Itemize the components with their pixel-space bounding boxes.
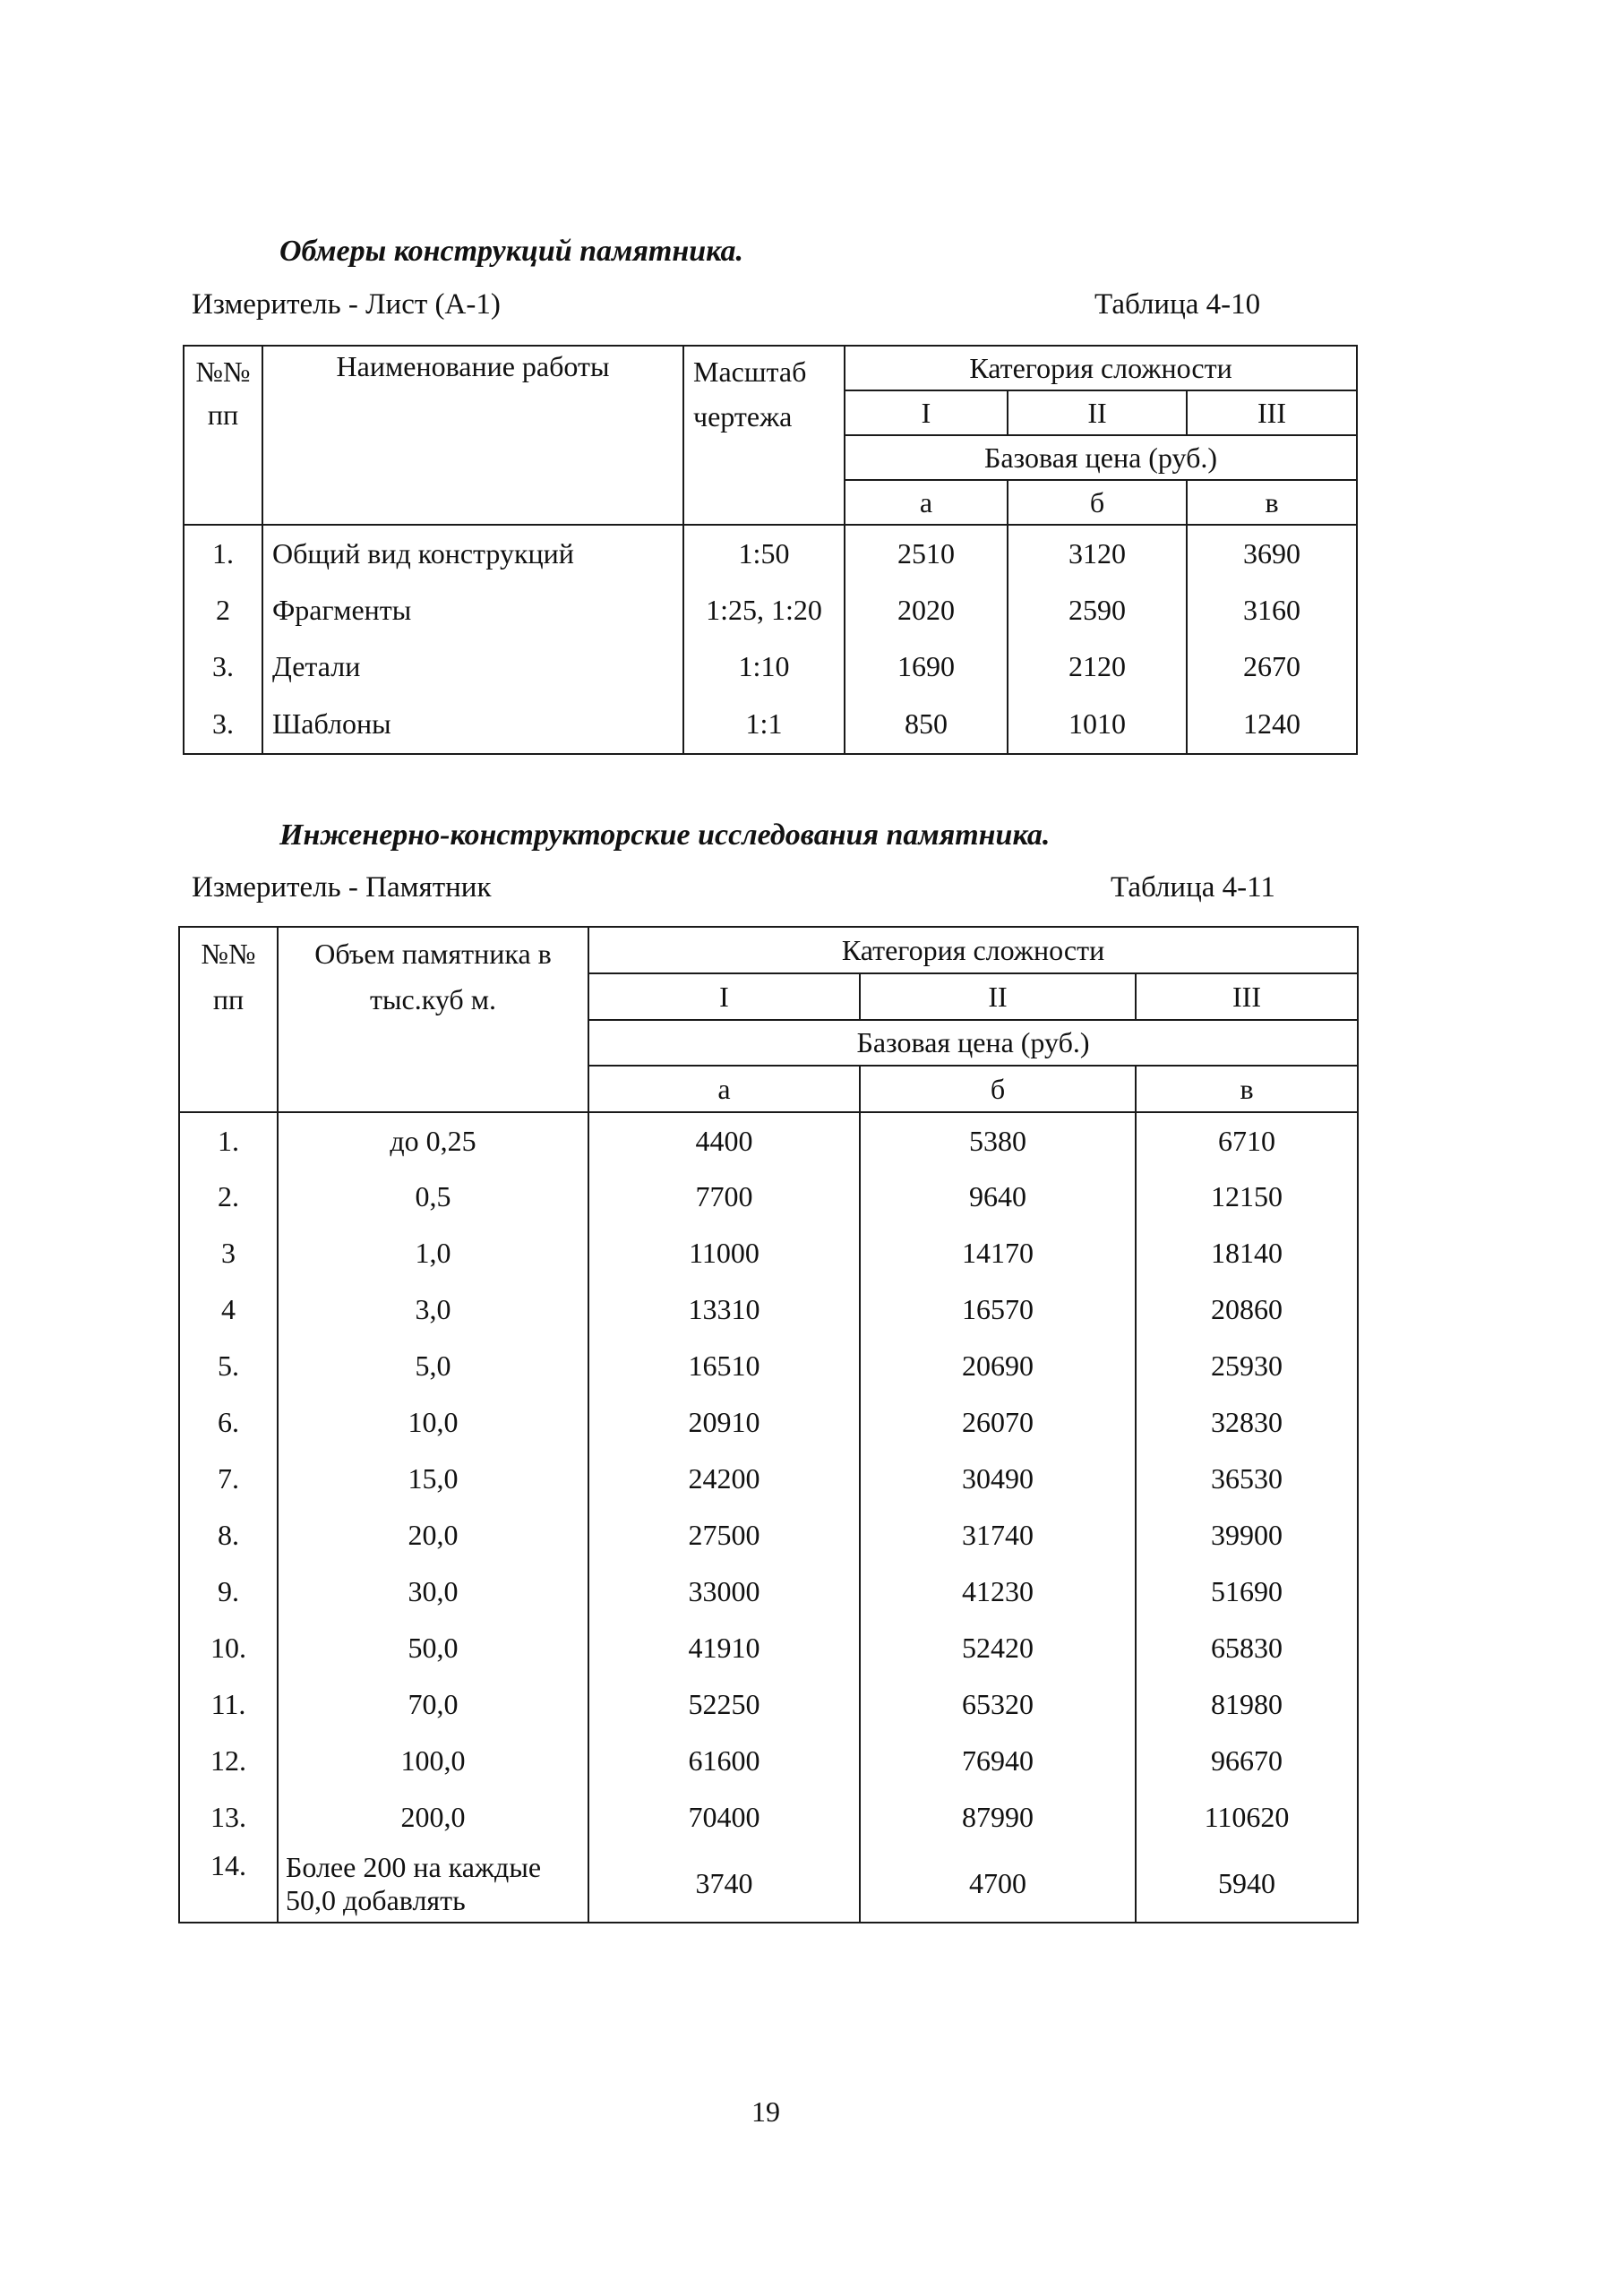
row-price-b: 14170 [860, 1225, 1136, 1281]
row-num: 3. [184, 638, 262, 695]
row-price-b: 26070 [860, 1394, 1136, 1451]
table-row [184, 638, 1357, 695]
header-scale: Масштаб чертежа [683, 346, 845, 525]
row-price-b: 4700 [860, 1846, 1136, 1923]
row-price-a: 16510 [588, 1338, 860, 1394]
header-num: №№ пп [184, 346, 262, 525]
header-base-price: Базовая цена (руб.) [588, 1020, 1358, 1066]
table-4-11-unit: Измеритель - Памятник [192, 871, 492, 904]
table-4-10-title: Обмеры конструкций памятника. [279, 235, 743, 268]
row-price-b: 41230 [860, 1564, 1136, 1620]
row-price-b: 20690 [860, 1338, 1136, 1394]
row-volume: 15,0 [278, 1451, 588, 1507]
row-price-a: 11000 [588, 1225, 860, 1281]
row-num: 2 [184, 582, 262, 638]
row-num: 9. [179, 1564, 278, 1620]
row-scale: 1:25, 1:20 [683, 582, 845, 638]
row-volume: 100,0 [278, 1733, 588, 1789]
row-num: 8. [179, 1507, 278, 1564]
header-volume: Объем памятника в тыс.куб м. [278, 927, 588, 1112]
row-price-c: 65830 [1136, 1620, 1358, 1676]
header-col-b: б [1008, 480, 1187, 525]
table-4-11 [178, 926, 1359, 1923]
table-row [184, 582, 1357, 638]
header-base-price: Базовая цена (руб.) [845, 435, 1357, 480]
table-row [179, 1281, 1358, 1338]
row-num: 2. [179, 1169, 278, 1225]
row-price-c: 3690 [1187, 525, 1357, 582]
row-name: Общий вид конструкций [262, 525, 683, 582]
row-num: 5. [179, 1338, 278, 1394]
row-price-c: 96670 [1136, 1733, 1358, 1789]
row-volume: 50,0 [278, 1620, 588, 1676]
row-price-b: 65320 [860, 1676, 1136, 1733]
row-volume: 30,0 [278, 1564, 588, 1620]
table-row [179, 1620, 1358, 1676]
row-volume: 3,0 [278, 1281, 588, 1338]
header-cat-3: III [1187, 390, 1357, 435]
header-cat-2: II [860, 973, 1136, 1020]
row-price-a: 24200 [588, 1451, 860, 1507]
table-row [179, 1507, 1358, 1564]
row-num: 4 [179, 1281, 278, 1338]
table-row [179, 1451, 1358, 1507]
header-num: №№ пп [179, 927, 278, 1112]
row-price-b: 9640 [860, 1169, 1136, 1225]
row-price-b: 76940 [860, 1733, 1136, 1789]
header-col-b: б [860, 1066, 1136, 1112]
row-price-c: 1240 [1187, 695, 1357, 754]
table-4-11-title: Инженерно-конструкторские исследования памятника. [279, 818, 1051, 852]
table-row [179, 1338, 1358, 1394]
row-price-a: 33000 [588, 1564, 860, 1620]
row-num: 11. [179, 1676, 278, 1733]
row-price-a: 13310 [588, 1281, 860, 1338]
row-volume: до 0,25 [278, 1112, 588, 1169]
row-scale: 1:10 [683, 638, 845, 695]
row-price-a: 850 [845, 695, 1008, 754]
table-row [179, 1169, 1358, 1225]
header-category: Категория сложности [845, 346, 1357, 390]
row-price-a: 70400 [588, 1789, 860, 1846]
table-4-10 [183, 345, 1358, 755]
row-volume: Более 200 на каждые 50,0 добавлять [278, 1846, 588, 1923]
header-col-a: а [845, 480, 1008, 525]
header-cat-2: II [1008, 390, 1187, 435]
header-name: Наименование работы [262, 346, 683, 525]
row-price-a: 2510 [845, 525, 1008, 582]
row-price-c: 2670 [1187, 638, 1357, 695]
row-price-c: 5940 [1136, 1846, 1358, 1923]
table-row [179, 1789, 1358, 1846]
header-col-a: а [588, 1066, 860, 1112]
row-name: Детали [262, 638, 683, 695]
row-price-a: 2020 [845, 582, 1008, 638]
row-num: 3 [179, 1225, 278, 1281]
row-scale: 1:1 [683, 695, 845, 754]
row-price-c: 32830 [1136, 1394, 1358, 1451]
row-volume: 10,0 [278, 1394, 588, 1451]
row-price-b: 1010 [1008, 695, 1187, 754]
header-col-c: в [1187, 480, 1357, 525]
header-cat-1: I [845, 390, 1008, 435]
row-price-a: 27500 [588, 1507, 860, 1564]
header-cat-3: III [1136, 973, 1358, 1020]
row-price-b: 87990 [860, 1789, 1136, 1846]
row-num: 1. [184, 525, 262, 582]
row-price-b: 5380 [860, 1112, 1136, 1169]
table-row [184, 695, 1357, 754]
table-row [179, 1225, 1358, 1281]
table-row [184, 525, 1357, 582]
row-price-c: 12150 [1136, 1169, 1358, 1225]
row-price-b: 52420 [860, 1620, 1136, 1676]
row-num: 14. [179, 1846, 278, 1923]
table-row [179, 1676, 1358, 1733]
row-volume: 5,0 [278, 1338, 588, 1394]
page-number: 19 [751, 2095, 780, 2128]
table-row [179, 1846, 1358, 1923]
row-price-c: 81980 [1136, 1676, 1358, 1733]
table-4-10-unit: Измеритель - Лист (А-1) [192, 288, 501, 321]
row-volume: 1,0 [278, 1225, 588, 1281]
row-price-c: 18140 [1136, 1225, 1358, 1281]
row-price-b: 31740 [860, 1507, 1136, 1564]
row-num: 3. [184, 695, 262, 754]
row-price-b: 16570 [860, 1281, 1136, 1338]
header-category: Категория сложности [588, 927, 1358, 973]
row-price-a: 4400 [588, 1112, 860, 1169]
row-price-a: 3740 [588, 1846, 860, 1923]
row-price-c: 3160 [1187, 582, 1357, 638]
row-num: 10. [179, 1620, 278, 1676]
row-price-c: 25930 [1136, 1338, 1358, 1394]
table-row [179, 1394, 1358, 1451]
row-price-b: 2120 [1008, 638, 1187, 695]
table-4-10-number: Таблица 4-10 [1094, 288, 1261, 321]
row-volume: 70,0 [278, 1676, 588, 1733]
row-price-c: 110620 [1136, 1789, 1358, 1846]
row-price-c: 51690 [1136, 1564, 1358, 1620]
table-row [179, 1112, 1358, 1169]
row-price-c: 39900 [1136, 1507, 1358, 1564]
row-price-a: 61600 [588, 1733, 860, 1789]
row-price-c: 36530 [1136, 1451, 1358, 1507]
row-volume: 0,5 [278, 1169, 588, 1225]
row-num: 7. [179, 1451, 278, 1507]
row-name: Шаблоны [262, 695, 683, 754]
row-price-a: 1690 [845, 638, 1008, 695]
row-price-a: 52250 [588, 1676, 860, 1733]
row-price-a: 41910 [588, 1620, 860, 1676]
table-row [179, 1564, 1358, 1620]
row-price-b: 2590 [1008, 582, 1187, 638]
row-num: 6. [179, 1394, 278, 1451]
row-name: Фрагменты [262, 582, 683, 638]
row-volume: 20,0 [278, 1507, 588, 1564]
row-price-c: 6710 [1136, 1112, 1358, 1169]
row-scale: 1:50 [683, 525, 845, 582]
table-row [179, 1733, 1358, 1789]
row-price-a: 7700 [588, 1169, 860, 1225]
row-price-a: 20910 [588, 1394, 860, 1451]
row-num: 12. [179, 1733, 278, 1789]
header-col-c: в [1136, 1066, 1358, 1112]
row-price-b: 3120 [1008, 525, 1187, 582]
row-price-b: 30490 [860, 1451, 1136, 1507]
table-4-11-number: Таблица 4-11 [1111, 871, 1275, 904]
row-price-c: 20860 [1136, 1281, 1358, 1338]
row-num: 1. [179, 1112, 278, 1169]
row-volume: 200,0 [278, 1789, 588, 1846]
row-num: 13. [179, 1789, 278, 1846]
header-cat-1: I [588, 973, 860, 1020]
